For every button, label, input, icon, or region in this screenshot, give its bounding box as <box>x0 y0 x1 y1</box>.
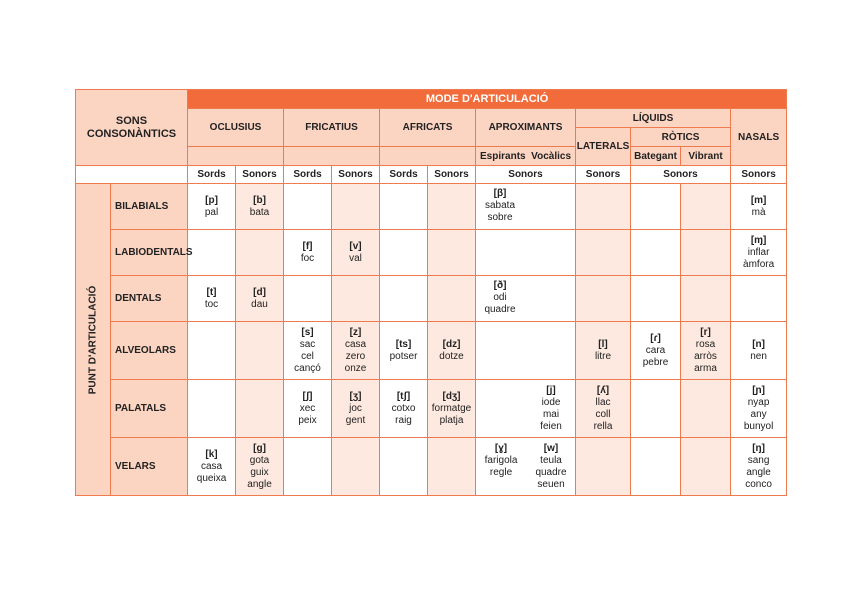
fricatius-subcell <box>284 147 380 166</box>
phoneme-symbol: [g] <box>253 442 266 454</box>
example-word: peix <box>298 414 317 426</box>
empty-cell <box>576 230 631 276</box>
velars-aprox <box>476 438 576 496</box>
example-word: xec <box>299 402 316 414</box>
phoneme-symbol: [ts] <box>395 338 412 350</box>
palatals-fr-sonor <box>332 380 380 438</box>
row-label-alveolars: ALVEOLARS <box>111 322 188 380</box>
phoneme-symbol: [β] <box>493 188 507 199</box>
example-word: conco <box>745 478 772 490</box>
phoneme-symbol: [z] <box>349 326 362 338</box>
sons-label-1: SONS <box>115 114 148 127</box>
example-word: platja <box>439 414 464 426</box>
palatals-nasal <box>731 380 787 438</box>
empty-cell <box>380 230 428 276</box>
empty-cell <box>476 322 576 380</box>
example-word: angle <box>247 478 272 490</box>
phoneme-symbol: [dz] <box>442 338 461 350</box>
nas-sonors-header: Sonors <box>731 166 787 184</box>
sons-consonantics-header <box>76 90 188 166</box>
example-word: mai <box>542 408 560 420</box>
palatals-aprox <box>476 380 576 438</box>
phoneme-symbol: [f] <box>302 240 313 252</box>
example-word: feien <box>540 420 562 432</box>
consonant-table <box>75 89 787 496</box>
empty-cell <box>380 184 428 230</box>
example-word: joc <box>349 402 362 414</box>
oclusius-header: OCLUSIUS <box>188 109 284 147</box>
example-word: nen <box>750 350 767 362</box>
phoneme-symbol: [j] <box>546 384 556 396</box>
empty-cell <box>188 230 236 276</box>
fr-sonors-header: Sonors <box>332 166 380 184</box>
example-word: gent <box>345 414 366 426</box>
example-word: regle <box>489 466 513 478</box>
example-word: rella <box>593 420 613 432</box>
empty-cell <box>731 276 787 322</box>
phoneme-symbol: [b] <box>253 194 266 206</box>
empty-cell <box>284 438 332 496</box>
africats-header: AFRICATS <box>380 109 476 147</box>
row-label-bilabials: BILABIALS <box>111 184 188 230</box>
row-label-velars: VELARS <box>111 438 188 496</box>
example-word: nyap <box>747 396 770 408</box>
row-label-dentals: DENTALS <box>111 276 188 322</box>
empty-cell <box>631 184 681 230</box>
empty-cell <box>428 230 476 276</box>
dentals-oc-sonor <box>236 276 284 322</box>
example-word: foc <box>300 252 315 264</box>
velars-oc-sonor <box>236 438 284 496</box>
example-word: pebre <box>642 356 669 368</box>
empty-cell <box>681 438 731 496</box>
laterals-header: LATERALS <box>576 128 631 166</box>
phoneme-symbol: [t] <box>206 286 217 298</box>
alveolars-lateral <box>576 322 631 380</box>
example-word: sobre <box>487 212 513 223</box>
example-word: cel <box>301 350 314 362</box>
bategant-header: Bategant <box>631 147 681 166</box>
empty-cell <box>681 380 731 438</box>
phoneme-symbol: [r] <box>700 326 711 338</box>
empty-cell <box>380 438 428 496</box>
example-word: llac <box>595 396 611 408</box>
example-word: quadre <box>535 466 567 478</box>
example-word: any <box>750 408 767 420</box>
velars-oc-sord <box>188 438 236 496</box>
bilabials-nasal <box>731 184 787 230</box>
empty-cell <box>188 322 236 380</box>
example-word: raig <box>395 414 412 426</box>
example-word: litre <box>594 350 612 362</box>
punt-articulacio-label: PUNT D'ARTICULACIÓ <box>87 285 99 394</box>
labiodentals-fr-sonor <box>332 230 380 276</box>
alveolars-af-sord <box>380 322 428 380</box>
palatals-af-sonor <box>428 380 476 438</box>
example-word: cara <box>645 344 666 356</box>
phoneme-symbol: [dʒ] <box>442 390 461 402</box>
empty-cell <box>332 276 380 322</box>
africats-subcell <box>380 147 476 166</box>
aprox-sonors-header: Sonors <box>476 166 576 184</box>
alveolars-vibrant <box>681 322 731 380</box>
palatals-lateral <box>576 380 631 438</box>
fricatius-header: FRICATIUS <box>284 109 380 147</box>
phoneme-symbol: [ʃ] <box>302 390 313 402</box>
empty-cell <box>681 230 731 276</box>
phoneme-symbol: [n] <box>752 338 765 350</box>
empty-cell <box>576 184 631 230</box>
empty-cell <box>576 276 631 322</box>
phoneme-symbol: [v] <box>349 240 362 252</box>
empty-cell <box>428 438 476 496</box>
phoneme-symbol: [l] <box>598 338 608 350</box>
example-word: angle <box>746 466 771 478</box>
mode-articulacio-header: MODE D'ARTICULACIÓ <box>188 90 787 109</box>
fr-sords-header: Sords <box>284 166 332 184</box>
vibrant-header: Vibrant <box>681 147 731 166</box>
phoneme-symbol: [ɱ] <box>750 234 767 246</box>
punt-articulacio-header <box>76 184 111 496</box>
example-word: sac <box>299 338 316 350</box>
empty-cell <box>681 276 731 322</box>
empty-cell <box>681 184 731 230</box>
example-word: onze <box>344 362 367 374</box>
empty-cell <box>428 184 476 230</box>
empty-cell <box>236 322 284 380</box>
example-word: val <box>349 252 362 264</box>
empty-cell <box>332 184 380 230</box>
empty-cell <box>332 438 380 496</box>
empty-cell <box>631 438 681 496</box>
phoneme-symbol: [tʃ] <box>396 390 411 402</box>
af-sonors-header: Sonors <box>428 166 476 184</box>
bilabials-aprox <box>476 184 576 230</box>
alveolars-af-sonor <box>428 322 476 380</box>
example-word: inflar <box>747 246 770 258</box>
empty-cell <box>476 230 576 276</box>
example-word: farigola <box>484 454 518 466</box>
example-word: casa <box>200 460 223 472</box>
example-word: sang <box>747 454 770 466</box>
example-word: dotze <box>439 350 464 362</box>
velars-nasal <box>731 438 787 496</box>
bilabials-oc-sonor <box>236 184 284 230</box>
example-word: rosa <box>695 338 716 350</box>
phoneme-symbol: [ɾ] <box>650 332 661 344</box>
espirants-header: Espirants <box>480 150 526 162</box>
vocalics-header: Vocàlics <box>531 150 572 162</box>
row-label-labiodentals: LABIODENTALS <box>111 230 188 276</box>
oclusius-subcell <box>188 147 284 166</box>
example-word: mà <box>751 206 766 218</box>
example-word: zero <box>345 350 366 362</box>
example-word: sabata <box>485 200 516 211</box>
example-word: queixa <box>196 472 227 484</box>
aproximants-header: APROXIMANTS <box>476 109 576 147</box>
example-word: arròs <box>694 350 717 362</box>
example-word: gota <box>249 454 270 466</box>
phoneme-symbol: [ŋ] <box>752 442 765 454</box>
rot-sonors-header: Sonors <box>631 166 731 184</box>
empty-cell <box>380 276 428 322</box>
example-word: bunyol <box>743 420 774 432</box>
empty-cell <box>631 380 681 438</box>
blank-corner <box>76 166 188 184</box>
phoneme-symbol: [k] <box>205 448 218 460</box>
example-word: odi <box>493 292 507 303</box>
empty-cell <box>284 184 332 230</box>
empty-cell <box>631 230 681 276</box>
phoneme-symbol: [ɣ] <box>494 442 508 454</box>
example-word: quadre <box>484 304 516 315</box>
example-word: casa <box>344 338 367 350</box>
rotics-header: RÒTICS <box>631 128 731 147</box>
bilabials-oc-sord <box>188 184 236 230</box>
phoneme-symbol: [ɲ] <box>752 384 765 396</box>
example-word: cançó <box>294 362 321 374</box>
alveolars-bategant <box>631 322 681 380</box>
example-word: coll <box>595 408 611 420</box>
labiodentals-fr-sord <box>284 230 332 276</box>
example-word: iode <box>541 396 561 408</box>
example-word: cotxo <box>391 402 416 414</box>
empty-cell <box>284 276 332 322</box>
lat-sonors-header: Sonors <box>576 166 631 184</box>
phoneme-symbol: [ʒ] <box>349 390 362 402</box>
phoneme-symbol: [ʎ] <box>596 384 610 396</box>
example-word: formatge <box>431 402 472 414</box>
alveolars-nasal <box>731 322 787 380</box>
example-word: dau <box>251 298 268 310</box>
empty-cell <box>236 380 284 438</box>
empty-cell <box>188 380 236 438</box>
example-word: teula <box>540 454 562 466</box>
empty-cell <box>576 438 631 496</box>
example-word: àmfora <box>743 258 775 270</box>
phoneme-symbol: [p] <box>205 194 218 206</box>
example-word: arma <box>694 362 717 374</box>
example-word: guix <box>250 466 269 478</box>
oc-sords-header: Sords <box>188 166 236 184</box>
alveolars-fr-sonor <box>332 322 380 380</box>
labiodentals-nasal <box>731 230 787 276</box>
empty-cell <box>428 276 476 322</box>
row-label-palatals: PALATALS <box>111 380 188 438</box>
example-word: pal <box>204 206 219 218</box>
example-word: seuen <box>537 478 565 490</box>
palatals-fr-sord <box>284 380 332 438</box>
empty-cell <box>236 230 284 276</box>
sons-label-2: CONSONÀNTICS <box>86 127 177 140</box>
phoneme-symbol: [s] <box>301 326 314 338</box>
phoneme-symbol: [w] <box>543 442 559 454</box>
phoneme-symbol: [m] <box>750 194 767 206</box>
oc-sonors-header: Sonors <box>236 166 284 184</box>
af-sords-header: Sords <box>380 166 428 184</box>
phoneme-symbol: [d] <box>253 286 266 298</box>
liquids-header: LÍQUIDS <box>576 109 731 128</box>
dentals-aprox <box>476 276 576 322</box>
dentals-oc-sord <box>188 276 236 322</box>
phoneme-symbol: [ð] <box>493 280 507 291</box>
palatals-af-sord <box>380 380 428 438</box>
alveolars-fr-sord <box>284 322 332 380</box>
aproximants-subheader <box>476 147 576 166</box>
example-word: toc <box>204 298 219 310</box>
example-word: bata <box>249 206 270 218</box>
example-word: potser <box>389 350 418 362</box>
empty-cell <box>631 276 681 322</box>
nasals-header: NASALS <box>731 109 787 166</box>
